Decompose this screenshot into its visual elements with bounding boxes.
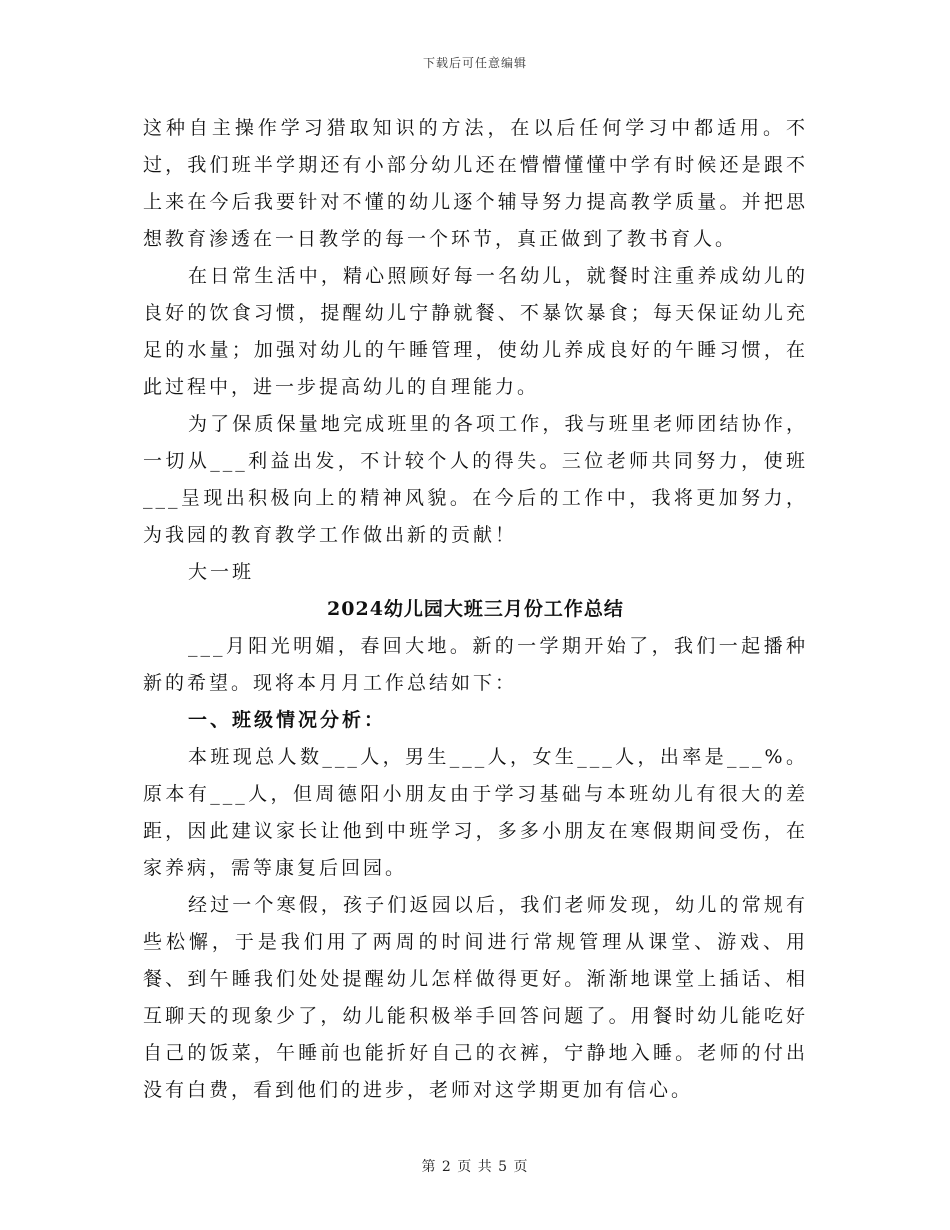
document-title: 2024幼儿园大班三月份工作总结 (327, 598, 624, 620)
page-header-note: 下载后可任意编辑 (422, 56, 527, 70)
signature-class: 大一班 (188, 561, 255, 583)
paragraph-teamwork: 为了保质保量地完成班里的各项工作，我与班里老师团结协作，一切从___利益出发，不计较个人的得失。三位老师共同努力，使班___呈现出积极向上的精神风貌。在今后的工作中，我将更加努力，为我园的教育教学工作做出新的贡献！ (143, 413, 808, 546)
page-number: 第 2 页 共 5 页 (421, 1159, 529, 1175)
paragraph-intro: ___月阳光明媚，春回大地。新的一学期开始了，我们一起播种新的希望。现将本月月工作总结如下： (143, 635, 808, 694)
paragraph-routine: 经过一个寒假，孩子们返园以后，我们老师发现，幼儿的常规有些松懈，于是我们用了两周的时间进行常规管理从课堂、游戏、用餐、到午睡我们处处提醒幼儿怎样做得更好。渐渐地课堂上插话、相互聊天的现象少了，幼儿能积极举手回答问题了。用餐时幼儿能吃好自己的饭菜，午睡前也能折好自己的衣裤，宁静地入睡。老师的付出没有白费，看到他们的进步，老师对这学期更加有信心。 (143, 894, 808, 1101)
paragraph-continuation: 这种自主操作学习猎取知识的方法，在以后任何学习中都适用。不过，我们班半学期还有小部分幼儿还在懵懵懂懂中学有时候还是跟不上来在今后我要针对不懂的幼儿逐个辅导努力提高教学质量。并把思想教育渗透在一日教学的每一个环节，真正做到了教书育人。 (143, 117, 808, 250)
paragraph-daily-life: 在日常生活中，精心照顾好每一名幼儿，就餐时注重养成幼儿的良好的饮食习惯，提醒幼儿宁静就餐、不暴饮暴食；每天保证幼儿充足的水量；加强对幼儿的午睡管理，使幼儿养成良好的午睡习惯，在此过程中，进一步提高幼儿的自理能力。 (143, 265, 808, 398)
document-body (143, 110, 808, 1109)
section-heading-class-analysis: 一、班级情况分析： (188, 709, 387, 731)
paragraph-class-stats: 本班现总人数___人，男生___人，女生___人，出率是___%。原本有___人，但周德阳小朋友由于学习基础与本班幼儿有很大的差距，因此建议家长让他到中班学习，多多小朋友在寒假期间受伤，在家养病，需等康复后回园。 (143, 746, 808, 879)
